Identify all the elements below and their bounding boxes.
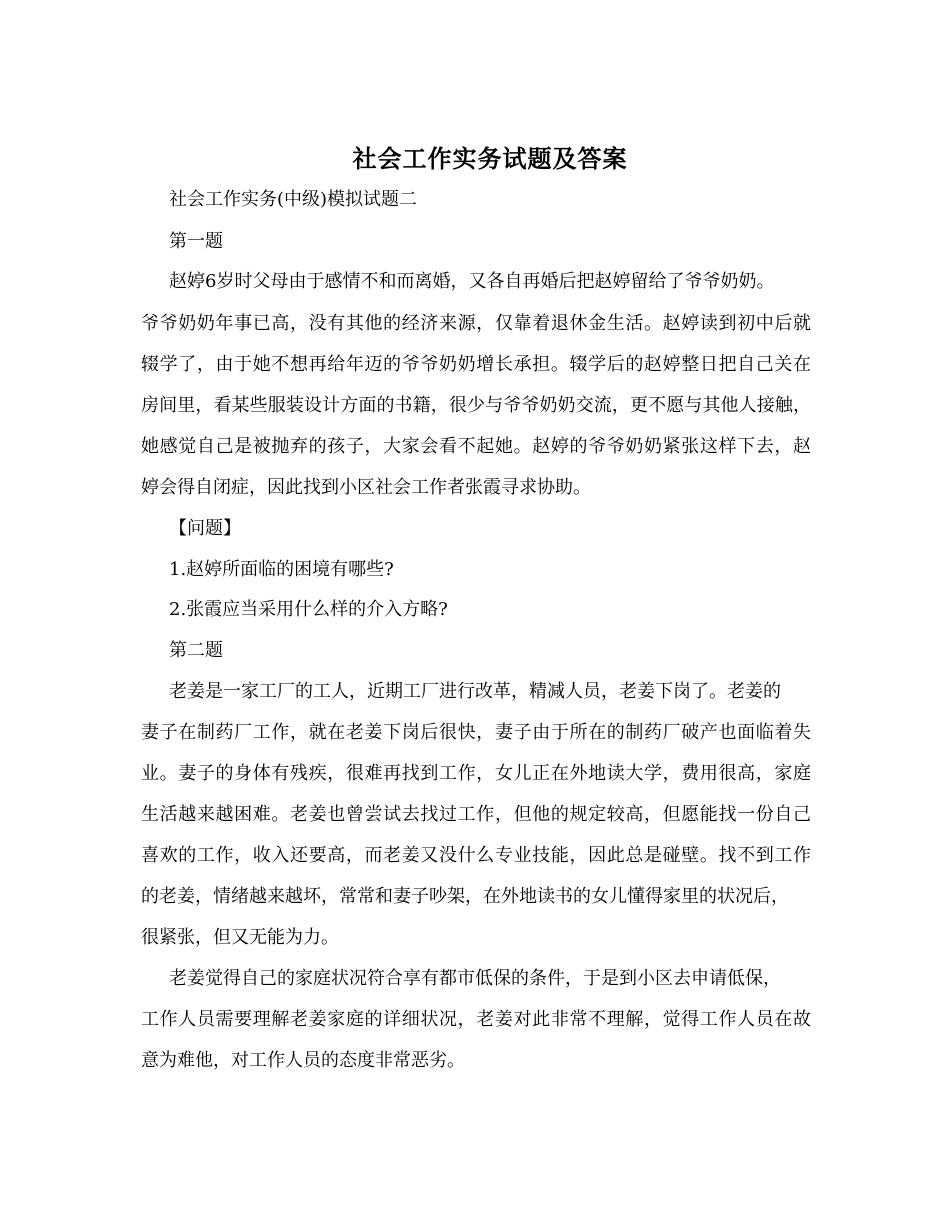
paragraph-line: 生活越来越困难。老姜也曾尝试去找过工作，但他的规定较高，但愿能找一份自己 [141,804,811,825]
paragraph-line: 老姜是一家工厂的工人，近期工厂进行改革，精减人员，老姜下岗了。老姜的 [169,681,781,702]
paragraph-line: 喜欢的工作，收入还要高，而老姜又没什么专业技能，因此总是碰壁。找不到工作 [141,845,811,866]
document-subtitle: 社会工作实务(中级)模拟试题二 [169,189,418,210]
question-item: 2.张霞应当采用什么样的介入方略? [169,599,448,620]
question-item: 1.赵婷所面临的困境有哪些? [169,559,394,580]
paragraph-line: 她感觉自己是被抛弃的孩子，大家会看不起她。赵婷的爷爷奶奶紧张这样下去，赵 [141,436,811,457]
paragraph-line: 意为难他，对工作人员的态度非常恶劣。 [141,1050,465,1071]
question-1-heading: 第一题 [169,231,223,252]
paragraph-line: 辍学了，由于她不想再给年迈的爷爷奶奶增长承担。辍学后的赵婷整日把自己关在 [141,354,811,375]
paragraph-line: 业。妻子的身体有残疾，很难再找到工作，女儿正在外地读大学，费用很高，家庭 [141,763,811,784]
paragraph-line: 的老姜，情绪越来越坏，常常和妻子吵架，在外地读书的女儿懂得家里的状况后， [141,886,789,907]
questions-label: 【问题】 [169,518,241,539]
document-title: 社会工作实务试题及答案 [352,144,628,173]
paragraph-line: 赵婷6岁时父母由于感情不和而离婚，又各自再婚后把赵婷留给了爷爷奶奶。 [169,271,775,292]
paragraph-line: 老姜觉得自己的家庭状况符合享有都市低保的条件，于是到小区去申请低保， [169,968,781,989]
question-2-heading: 第二题 [169,640,223,661]
paragraph-line: 工作人员需要理解老姜家庭的详细状况，老姜对此非常不理解，觉得工作人员在故 [141,1009,811,1030]
paragraph-line: 爷爷奶奶年事已高，没有其他的经济来源，仅靠着退休金生活。赵婷读到初中后就 [141,313,811,334]
paragraph-line: 房间里，看某些服装设计方面的书籍，很少与爷爷奶奶交流，更不愿与其他人接触， [141,395,811,416]
paragraph-line: 妻子在制药厂工作，就在老姜下岗后很快，妻子由于所在的制药厂破产也面临着失 [141,722,811,743]
paragraph-line: 婷会得自闭症，因此找到小区社会工作者张霞寻求协助。 [141,477,591,498]
paragraph-line: 很紧张，但又无能为力。 [141,927,339,948]
